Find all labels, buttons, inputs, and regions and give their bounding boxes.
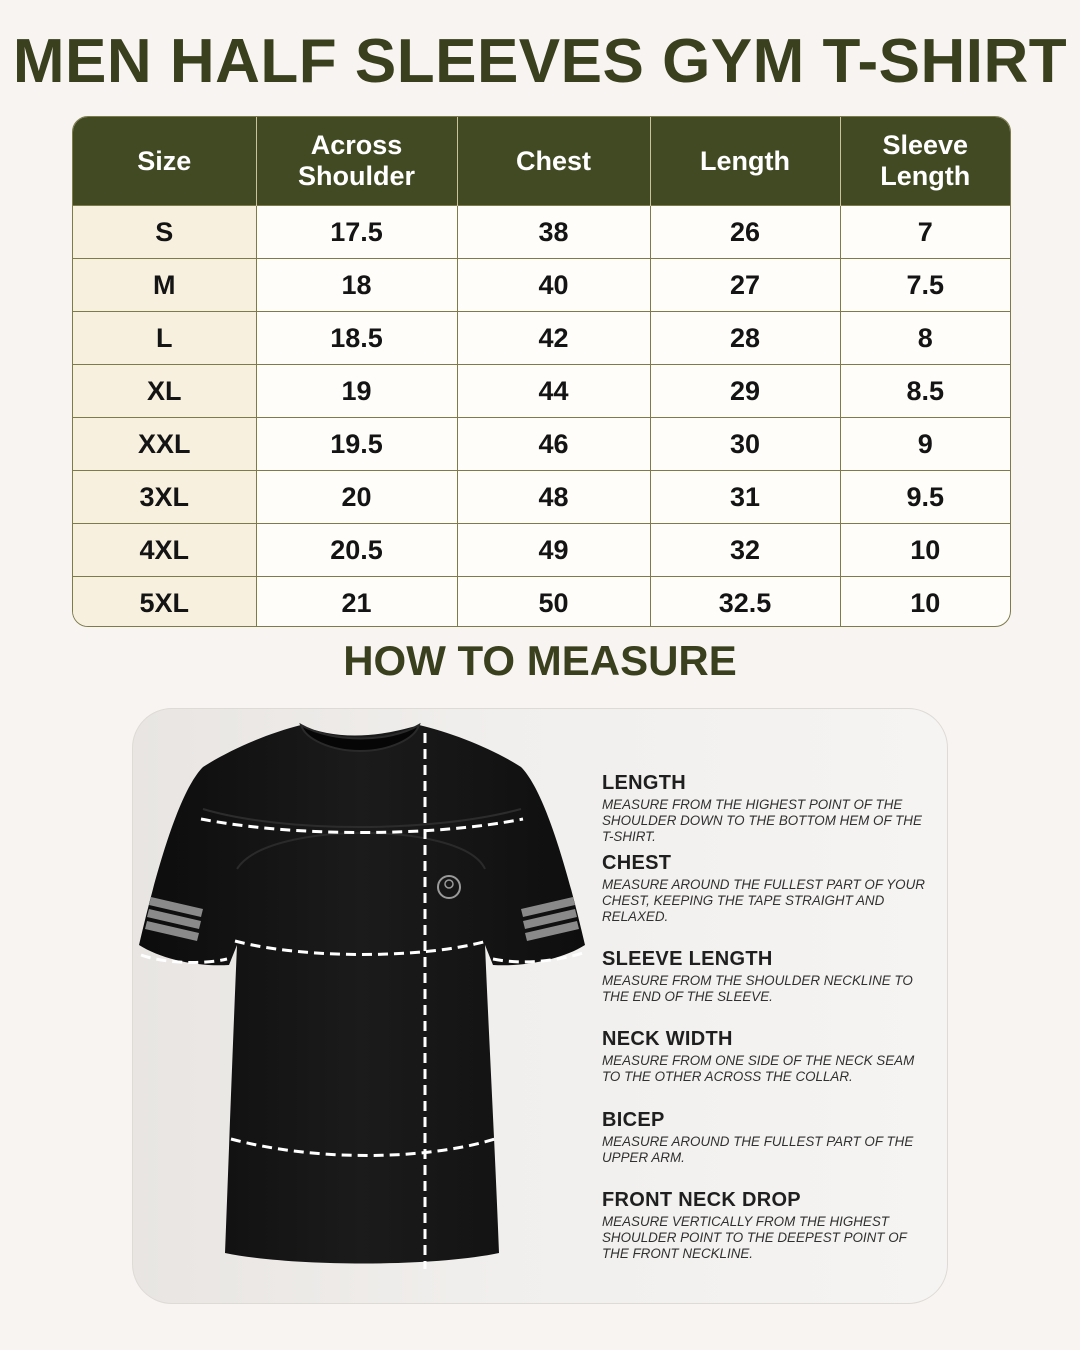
measure-bicep: BICEP MEASURE AROUND THE FULLEST PART OF THE UPPER ARM. bbox=[602, 1109, 914, 1165]
how-to-measure-heading: HOW TO MEASURE bbox=[343, 637, 737, 684]
table-row bbox=[73, 577, 1010, 628]
cell-size: M bbox=[73, 259, 256, 312]
cell-size: XXL bbox=[73, 418, 256, 471]
cell-across-shoulder: 20 bbox=[256, 471, 457, 524]
cell-size: L bbox=[73, 312, 256, 365]
cell-chest: 42 bbox=[457, 312, 650, 365]
cell-chest: 48 bbox=[457, 471, 650, 524]
table-row bbox=[73, 418, 1010, 471]
measure-front-neck-drop: FRONT NECK DROP MEASURE VERTICALLY FROM THE HIGHEST SHOULDER POINT TO THE DEEPEST POINT OF THE FRONT NECKLINE. bbox=[602, 1189, 907, 1261]
table-header-row bbox=[73, 117, 1010, 206]
cell-across-shoulder: 18 bbox=[256, 259, 457, 312]
cell-length: 30 bbox=[650, 418, 840, 471]
cell-across-shoulder: 21 bbox=[256, 577, 457, 628]
cell-chest: 46 bbox=[457, 418, 650, 471]
cell-across-shoulder: 20.5 bbox=[256, 524, 457, 577]
header-sleeve-length: Sleeve Length bbox=[840, 117, 1010, 206]
cell-length: 29 bbox=[650, 365, 840, 418]
header-across-shoulder: Across Shoulder bbox=[256, 117, 457, 206]
tshirt-illustration bbox=[133, 709, 593, 1303]
cell-size: 4XL bbox=[73, 524, 256, 577]
cell-sleeve-length: 7 bbox=[840, 206, 1010, 259]
table-row bbox=[73, 524, 1010, 577]
cell-across-shoulder: 19 bbox=[256, 365, 457, 418]
table-row bbox=[73, 471, 1010, 524]
measure-sleeve-length: SLEEVE LENGTH MEASURE FROM THE SHOULDER NECKLINE TO THE END OF THE SLEEVE. bbox=[602, 948, 913, 1004]
cell-across-shoulder: 17.5 bbox=[256, 206, 457, 259]
header-length: Length bbox=[650, 117, 840, 206]
measure-chest: CHEST MEASURE AROUND THE FULLEST PART OF YOUR CHEST, KEEPING THE TAPE STRAIGHT AND RELAXED. bbox=[602, 852, 925, 924]
cell-size: 3XL bbox=[73, 471, 256, 524]
cell-length: 27 bbox=[650, 259, 840, 312]
cell-size: S bbox=[73, 206, 256, 259]
cell-length: 26 bbox=[650, 206, 840, 259]
cell-length: 32.5 bbox=[650, 577, 840, 628]
cell-sleeve-length: 8 bbox=[840, 312, 1010, 365]
page-title: MEN HALF SLEEVES GYM T-SHIRT bbox=[12, 27, 1068, 96]
measure-panel bbox=[132, 708, 948, 1304]
cell-sleeve-length: 9 bbox=[840, 418, 1010, 471]
cell-sleeve-length: 9.5 bbox=[840, 471, 1010, 524]
cell-length: 32 bbox=[650, 524, 840, 577]
cell-chest: 44 bbox=[457, 365, 650, 418]
measure-length: LENGTH MEASURE FROM THE HIGHEST POINT OF THE SHOULDER DOWN TO THE BOTTOM HEM OF THE T-SHIRT. bbox=[602, 772, 922, 844]
table-row bbox=[73, 206, 1010, 259]
cell-chest: 50 bbox=[457, 577, 650, 628]
table-row bbox=[73, 259, 1010, 312]
tshirt-body bbox=[139, 725, 585, 1264]
cell-across-shoulder: 18.5 bbox=[256, 312, 457, 365]
cell-sleeve-length: 7.5 bbox=[840, 259, 1010, 312]
cell-chest: 40 bbox=[457, 259, 650, 312]
cell-length: 31 bbox=[650, 471, 840, 524]
table-row bbox=[73, 312, 1010, 365]
table-row bbox=[73, 365, 1010, 418]
cell-sleeve-length: 10 bbox=[840, 577, 1010, 628]
cell-size: XL bbox=[73, 365, 256, 418]
cell-across-shoulder: 19.5 bbox=[256, 418, 457, 471]
header-chest: Chest bbox=[457, 117, 650, 206]
size-chart-table bbox=[72, 116, 1011, 627]
header-size: Size bbox=[73, 117, 256, 206]
cell-sleeve-length: 10 bbox=[840, 524, 1010, 577]
cell-length: 28 bbox=[650, 312, 840, 365]
cell-chest: 49 bbox=[457, 524, 650, 577]
cell-chest: 38 bbox=[457, 206, 650, 259]
cell-sleeve-length: 8.5 bbox=[840, 365, 1010, 418]
cell-size: 5XL bbox=[73, 577, 256, 628]
measure-neck-width: NECK WIDTH MEASURE FROM ONE SIDE OF THE NECK SEAM TO THE OTHER ACROSS THE COLLAR. bbox=[602, 1028, 915, 1084]
